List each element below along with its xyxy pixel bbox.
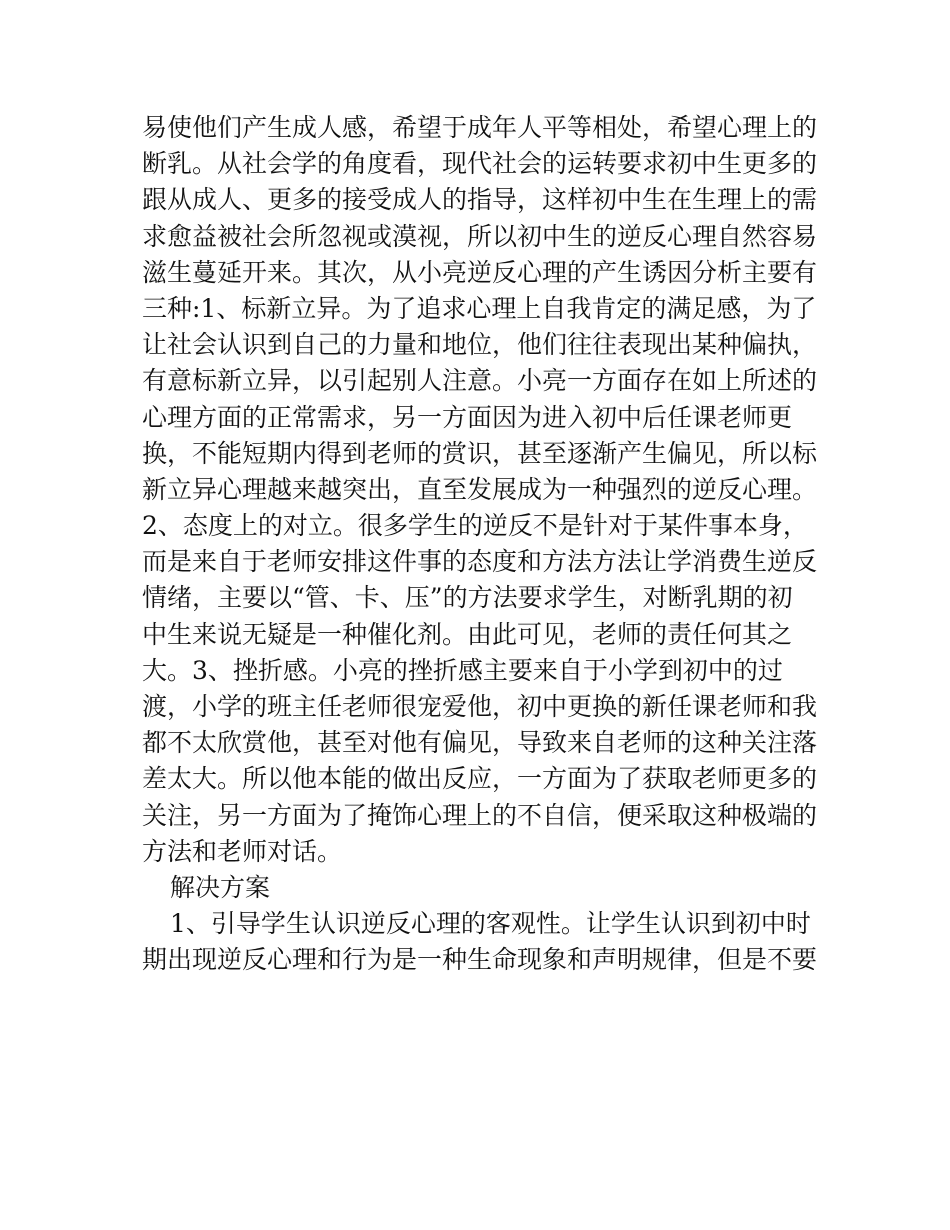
text-line: 有意标新立异，以引起别人注意。小亮一方面存在如上所述的 [142, 366, 818, 396]
text-line: 大。3、挫折感。小亮的挫折感主要来自于小学到初中的过 [142, 655, 783, 685]
text-line: 情绪，主要以“管、卡、压”的方法要求学生，对断乳期的初 [142, 583, 793, 613]
text-line: 让社会认识到自己的力量和地位，他们往往表现出某种偏执， [142, 330, 818, 360]
text-line: 方法和老师对话。 [142, 836, 343, 866]
section-heading: 解决方案 [170, 872, 271, 902]
text-line: 三种:1、标新立异。为了追求心理上自我肯定的满足感，为了 [142, 293, 817, 323]
text-line: 渡，小学的班主任老师很宠爱他，初中更换的新任课老师和我 [142, 692, 818, 721]
text-line: 1、引导学生认识逆反心理的客观性。让学生认识到初中时 [170, 909, 811, 939]
text-line: 换，不能短期内得到老师的赏识，甚至逐渐产生偏见，所以标 [142, 438, 818, 468]
text-line: 差太大。所以他本能的做出反应，一方面为了获取老师更多的 [142, 764, 818, 794]
text-line: 求愈益被社会所忽视或漠视，所以初中生的逆反心理自然容易 [142, 221, 818, 251]
text-line: 跟从成人、更多的接受成人的指导，这样初中生在生理上的需 [142, 185, 818, 215]
text-line: 中生来说无疑是一种催化剂。由此可见，老师的责任何其之 [142, 619, 793, 649]
text-line: 期出现逆反心理和行为是一种生命现象和声明规律，但是不要 [142, 945, 818, 975]
text-line: 关注，另一方面为了掩饰心理上的不自信，便采取这种极端的 [142, 800, 818, 830]
text-line: 滋生蔓延开来。其次，从小亮逆反心理的产生诱因分析主要有 [142, 257, 818, 287]
text-line: 新立异心理越来越突出，直至发展成为一种强烈的逆反心理。 [142, 474, 818, 504]
text-line: 而是来自于老师安排这件事的态度和方法方法让学消费生逆反 [142, 547, 818, 577]
text-line: 易使他们产生成人感，希望于成年人平等相处，希望心理上的 [142, 113, 818, 142]
text-line: 断乳。从社会学的角度看，现代社会的运转要求初中生更多的 [142, 149, 818, 179]
body-text [142, 110, 822, 979]
text-line: 心理方面的正常需求，另一方面因为进入初中后任课老师更 [142, 402, 793, 432]
text-line: 都不太欣赏他，甚至对他有偏见，导致来自老师的这种关注落 [142, 728, 818, 758]
text-line: 2、态度上的对立。很多学生的逆反不是针对于某件事本身， [142, 511, 808, 541]
